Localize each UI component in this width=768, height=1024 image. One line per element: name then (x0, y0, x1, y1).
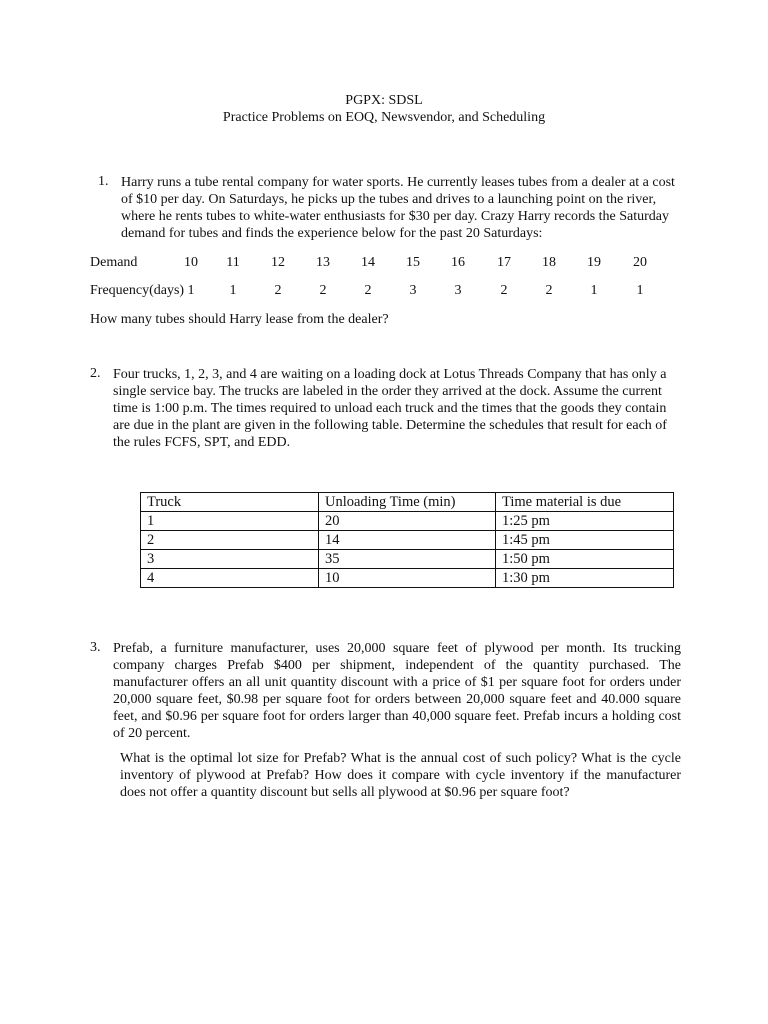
table-cell: 14 (319, 531, 496, 550)
demand-value: 15 (406, 255, 420, 270)
demand-row (90, 255, 690, 273)
frequency-value: 2 (500, 283, 508, 298)
frequency-value: 1 (187, 283, 195, 298)
table-cell: 1:50 pm (496, 550, 674, 569)
frequency-value: 1 (229, 283, 237, 298)
q1-text: Harry runs a tube rental company for water sports. He currently leases tubes from a dealer at a cost of $10 per day. On Saturdays, he picks up the tubes and drives to a launching point on the river, where he rents tubes to white-water enthusiasts for $30 per day. Crazy Harry records the Saturday demand for tubes and finds the experience below for the past 20 Saturdays: (121, 175, 675, 241)
frequency-row (90, 283, 690, 301)
table-cell: 35 (319, 550, 496, 569)
table-row (141, 531, 674, 550)
table-row (141, 550, 674, 569)
demand-value: 17 (497, 255, 511, 270)
truck-schedule-table (140, 492, 674, 588)
demand-value: 14 (361, 255, 375, 270)
header-document-title: Practice Problems on EOQ, Newsvendor, and Scheduling (222, 110, 546, 125)
table-cell: 1:30 pm (496, 569, 674, 588)
table-cell: 20 (319, 512, 496, 531)
table-cell: 1:25 pm (496, 512, 674, 531)
q3-number: 3. (90, 640, 101, 655)
table-cell: 1 (141, 512, 319, 531)
demand-value: 13 (316, 255, 330, 270)
table-header-row (141, 493, 674, 512)
q2-number: 2. (90, 366, 101, 381)
frequency-value: 1 (636, 283, 644, 298)
demand-value: 19 (587, 255, 601, 270)
table-header-cell: Time material is due (496, 493, 674, 512)
demand-value: 10 (184, 255, 198, 270)
header-course-title: PGPX: SDSL (345, 93, 423, 108)
q2-text: Four trucks, 1, 2, 3, and 4 are waiting on a loading dock at Lotus Threads Company that has only a single service bay. The trucks are labeled in the order they arrived at the dock. Assume the current time is 1:00 p.m. The times required to unload each truck and the times that the goods they contain are due in the plant are given in the following table. Determine the schedules that result for each of the rules FCFS, SPT, and EDD. (113, 367, 667, 450)
table-header-cell: Unloading Time (min) (319, 493, 496, 512)
demand-value: 20 (633, 255, 647, 270)
q3-text: Prefab, a furniture manufacturer, uses 20,000 square feet of plywood per month. Its trucking company charges Prefab $400 per shipment, independent of the quantity purchased. The manufacturer offers an all unit quantity discount with a price of $1 per square foot for orders under 20,000 square feet, $0.98 per square foot for orders between 20,000 square feet and 40.000 square feet, and $0.96 per square foot for orders larger than 40,000 square feet. Prefab incurs a holding cost of 20 percent. (113, 641, 681, 741)
demand-value: 16 (451, 255, 465, 270)
table-cell: 4 (141, 569, 319, 588)
q1-question: How many tubes should Harry lease from the dealer? (90, 312, 389, 327)
frequency-value: 2 (274, 283, 282, 298)
table-cell: 3 (141, 550, 319, 569)
frequency-value: 3 (454, 283, 462, 298)
table-cell: 10 (319, 569, 496, 588)
frequency-value: 2 (545, 283, 553, 298)
frequency-value: 1 (590, 283, 598, 298)
table-header-cell: Truck (141, 493, 319, 512)
q3-question: What is the optimal lot size for Prefab? What is the annual cost of such policy? What is the cycle inventory of plywood at Prefab? How does it compare with cycle inventory if the manufacturer does not offer a quantity discount but sells all plywood at $0.96 per square foot? (120, 751, 681, 800)
table-cell: 1:45 pm (496, 531, 674, 550)
demand-value: 11 (226, 255, 240, 270)
frequency-value: 3 (409, 283, 417, 298)
table-cell: 2 (141, 531, 319, 550)
table-row (141, 569, 674, 588)
demand-value: 18 (542, 255, 556, 270)
demand-label: Demand (90, 255, 138, 270)
frequency-label: Frequency(days) (90, 283, 185, 298)
table-row (141, 512, 674, 531)
q1-number: 1. (98, 174, 109, 189)
frequency-value: 2 (364, 283, 372, 298)
demand-value: 12 (271, 255, 285, 270)
frequency-value: 2 (319, 283, 327, 298)
